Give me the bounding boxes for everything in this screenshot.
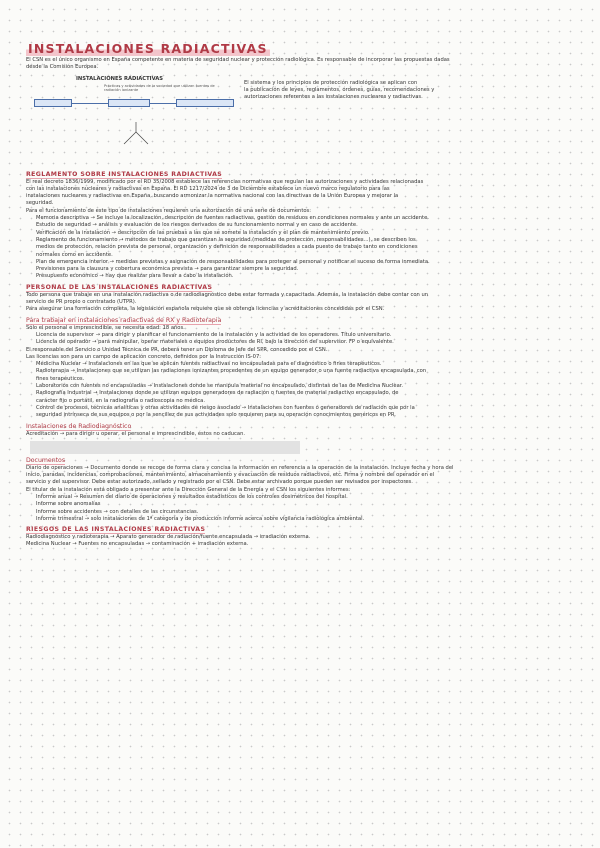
radiodiagnostico-line: Acreditación → para dirigir u operar, el personal e imprescindible, éstos no caducan. xyxy=(26,430,246,437)
documentos-line: servicio y del supervisor. Debe estar autorizado, sellado y registrado por el CSN. Debe estar archivado porque pueden ser revisados por inspectores. xyxy=(26,479,413,486)
field-item: seguridad intrínseca de sus equipos o por la sencillez de sus actividades solo requieren para su operación conocimientos genéricos en PR. xyxy=(36,412,396,419)
personal-after-line: Las licencias son para un campo de aplicación concreto, definidos por la Instrucción IS-07: xyxy=(26,353,262,360)
personal-line: Todo persona que trabaje en una instalación radiactiva o de radiodiagnóstico debe estar formada y capacitada. Además, la instalación debe contar con un xyxy=(26,291,429,298)
informe-item: Informe trimestral → solo instalaciones de 1ª categoría y de producción informe acerca sobre vigilancia radiológica ambiental. xyxy=(36,515,365,522)
intro-right-line-3: autorizaciones referentes a las instalaciones nucleares y radiactivas. xyxy=(244,94,423,101)
personal-line: Para asegurar una formación completa, la legislación española requiere que se obtenga licencias y acreditaciones concedidas por el CSN. xyxy=(26,306,385,313)
field-item: Radiografía Industrial → Instalaciones donde se utilizan equipos generadores de radiación o fuentes de material radiactivo encapsulado, de xyxy=(36,390,399,397)
section-heading-riesgos: RIESGOS DE LAS INSTALACIONES RADIACTIVAS xyxy=(26,526,206,534)
table-cell xyxy=(190,452,300,453)
field-item: carácter fijo o portátil, en la radiografía o radioscopia no médica. xyxy=(36,397,206,404)
reglamento-item: Presupuesto económico → hay que realizar para llevar a cabo la instalación. xyxy=(36,273,234,280)
intro-right-line-2: la publicación de leyes, reglamentos, órdenes, guías, recomendaciones y xyxy=(244,86,435,93)
riesgo-item: Medicina Nuclear → Fuentes no encapsuladas → contaminación + irradiación externa. xyxy=(26,541,249,548)
diagram-box-3 xyxy=(176,99,234,107)
reglamento-line: con las instalaciones nucleares y radiactivas en España. El RD 1217/2024 de 3 de Diciembre establece un nuevo marco regulatorio para las xyxy=(26,185,390,192)
diagram-branch xyxy=(118,122,154,162)
reglamento-item: Memoria descriptiva → Se incluye la localización, descripción de fuentes radiactivas, gestión de residuos en condiciones normales y ante un accidente. xyxy=(36,215,429,222)
installations-diagram xyxy=(26,76,236,168)
subheading-documentos: Documentos xyxy=(26,456,66,464)
reglamento-line: Para el funcionamiento de este tipo de instalaciones requieren una autorización de una serie de documentos: xyxy=(26,207,311,214)
riesgo-item: Radiodiagnóstico y radioterapia → Aparato generador de radiación/fuente encapsulada → irradiación externa. xyxy=(26,534,311,541)
documentos-line: Diario de operaciones → Documento donde se recoge de forma clara y concisa la información en referencia a la operación de la instalación. Incluye fecha y hora del xyxy=(26,464,454,471)
intro-line-1: El CSN es el único organismo en España competente en materia de seguridad nuclear y protección radiológica. Es responsable de incorporar las propuestas dadas xyxy=(26,57,450,63)
diagram-title: INSTALACIONES RADIACTIVAS xyxy=(76,75,164,82)
license-item: Licencia de supervisor → para dirigir y planificar el funcionamiento de la instalación y la actividad de los operadores. Título universitario. xyxy=(36,331,392,338)
reglamento-item: medios de protección, relación prevista de personal, organización y definición de responsabilidades a cada puesto de trabajo tanto en condiciones xyxy=(36,244,418,251)
field-item: Laboratorios con fuentes no encapsuladas → Instalaciones donde se manipula material no encapsulado, distintas de las de Medicina Nuclear. xyxy=(36,383,404,390)
reglamento-item: Plan de emergencia interior → medidas previstas y asignación de responsabilidades para proteger al personal y notificar el suceso de forma inmediata. xyxy=(36,258,430,265)
intro-right-line-1: El sistema y los principios de protección radiológica se aplican con xyxy=(244,79,418,86)
table-cell xyxy=(30,452,86,453)
subheading-rx: Para trabajar en instalaciones radiactivas de RX y Radioterapia xyxy=(26,316,222,324)
reglamento-item: Estudio de seguridad → análisis y evaluación de los riesgos derivados de su funcionamiento normal y en caso de accidente. xyxy=(36,222,358,229)
intro-row xyxy=(26,76,582,168)
reglamento-line: seguridad. xyxy=(26,200,54,207)
personal-sub-line: Sólo el personal e imprescindible, se necesita edad: 18 años. xyxy=(26,324,185,331)
informe-item: Informe sobre accidentes → con detalles de las circunstancias. xyxy=(36,508,199,515)
reglamento-item: normales como en accidente. xyxy=(36,251,113,258)
page-title: INSTALACIONES RADIACTIVAS xyxy=(28,41,268,56)
documentos-line: inicio, paradas, incidencias, comprobaciones, mantenimiento, almacenamiento y evacuación de residuos radiactivos, etc. Firma y nombre del operador en el xyxy=(26,472,435,479)
radiodiagnostico-table xyxy=(30,441,300,454)
table-row xyxy=(30,452,300,453)
license-item: Licencia de operador → para manipular, operar materiales o equipos productores de RI, bajo la dirección del supervisor. FP o equivalente. xyxy=(36,339,394,346)
informe-item: Informe sobre anomalías xyxy=(36,501,101,508)
section-heading-personal: PERSONAL DE LAS INSTALACIONES RADIACTIVAS xyxy=(26,283,213,291)
reglamento-line: El real decreto 1836/1999, modificado por el RD 35/2008 establece las referencias normativas que regulan las autorizaciones y actividades relacionadas xyxy=(26,178,424,185)
table-cell xyxy=(86,452,190,453)
diagram-box-1 xyxy=(34,99,72,107)
diagram-box-2 xyxy=(108,99,150,107)
reglamento-item: Reglamento de funcionamiento → métodos de trabajo que garantizan la seguridad (medidas de protección, responsabilidades...), se describen los xyxy=(36,236,416,243)
subheading-radiodiagnostico: Instalaciones de Radiodiagnóstico xyxy=(26,422,132,430)
intro-line-2: desde la Comisión Europea. xyxy=(26,64,99,71)
personal-after-line: El responsable del Servicio o Unidad Técnica de PR, deberá tener un Diploma de Jefe del SPR, concedido por el CSN. xyxy=(26,346,328,353)
informe-item: Informe anual → Resumen del diario de operaciones y resultados estadísticos de los controles dosimétricos del hospital. xyxy=(36,493,348,500)
reglamento-line: instalaciones nucleares y radiactivas en España, buscando armonizar la normativa nacional con las directivas de la Unión Europea y mejorar la xyxy=(26,193,399,200)
section-heading-reglamento: REGLAMENTO SOBRE INSTALACIONES RADIACTIVAS xyxy=(26,170,223,178)
field-item: fines terapéuticos. xyxy=(36,375,85,382)
intro-right-text xyxy=(244,76,582,168)
page-content xyxy=(26,38,582,549)
field-item: Control de procesos, técnicas analíticas y otras actividades de riesgo asociado → Instalaciones con fuentes o generadores de radiación que por la xyxy=(36,404,415,411)
field-item: Medicina Nuclear → Instalaciones en las que se aplican fuentes radiactivas no encapsuladas para el diagnóstico o fines terapéuticos. xyxy=(36,361,382,368)
field-item: Radioterapia → Instalaciones que se utilizan las radiaciones ionizantes procedentes de un equipo generador o una fuente radiactiva encapsulada, con xyxy=(36,368,427,375)
reglamento-item: Previsiones para la clausura y cobertura económica prevista → para garantizar siempre la seguridad. xyxy=(36,266,299,273)
reglamento-item: Verificación de la instalación → descripción de las pruebas a las que se somete la instalación y el plan de mantenimiento previo. xyxy=(36,229,370,236)
personal-line: servicio de PR propio o contratado (UTPR). xyxy=(26,299,137,306)
documentos-line: El titular de la instalación está obligado a presentar ante la Dirección General de la Energía y el CSN los siguientes informes: xyxy=(26,486,351,493)
diagram-subtitle: Prácticas y actividades de la sociedad que utilizan fuentes de radiación ionizante xyxy=(104,83,215,92)
